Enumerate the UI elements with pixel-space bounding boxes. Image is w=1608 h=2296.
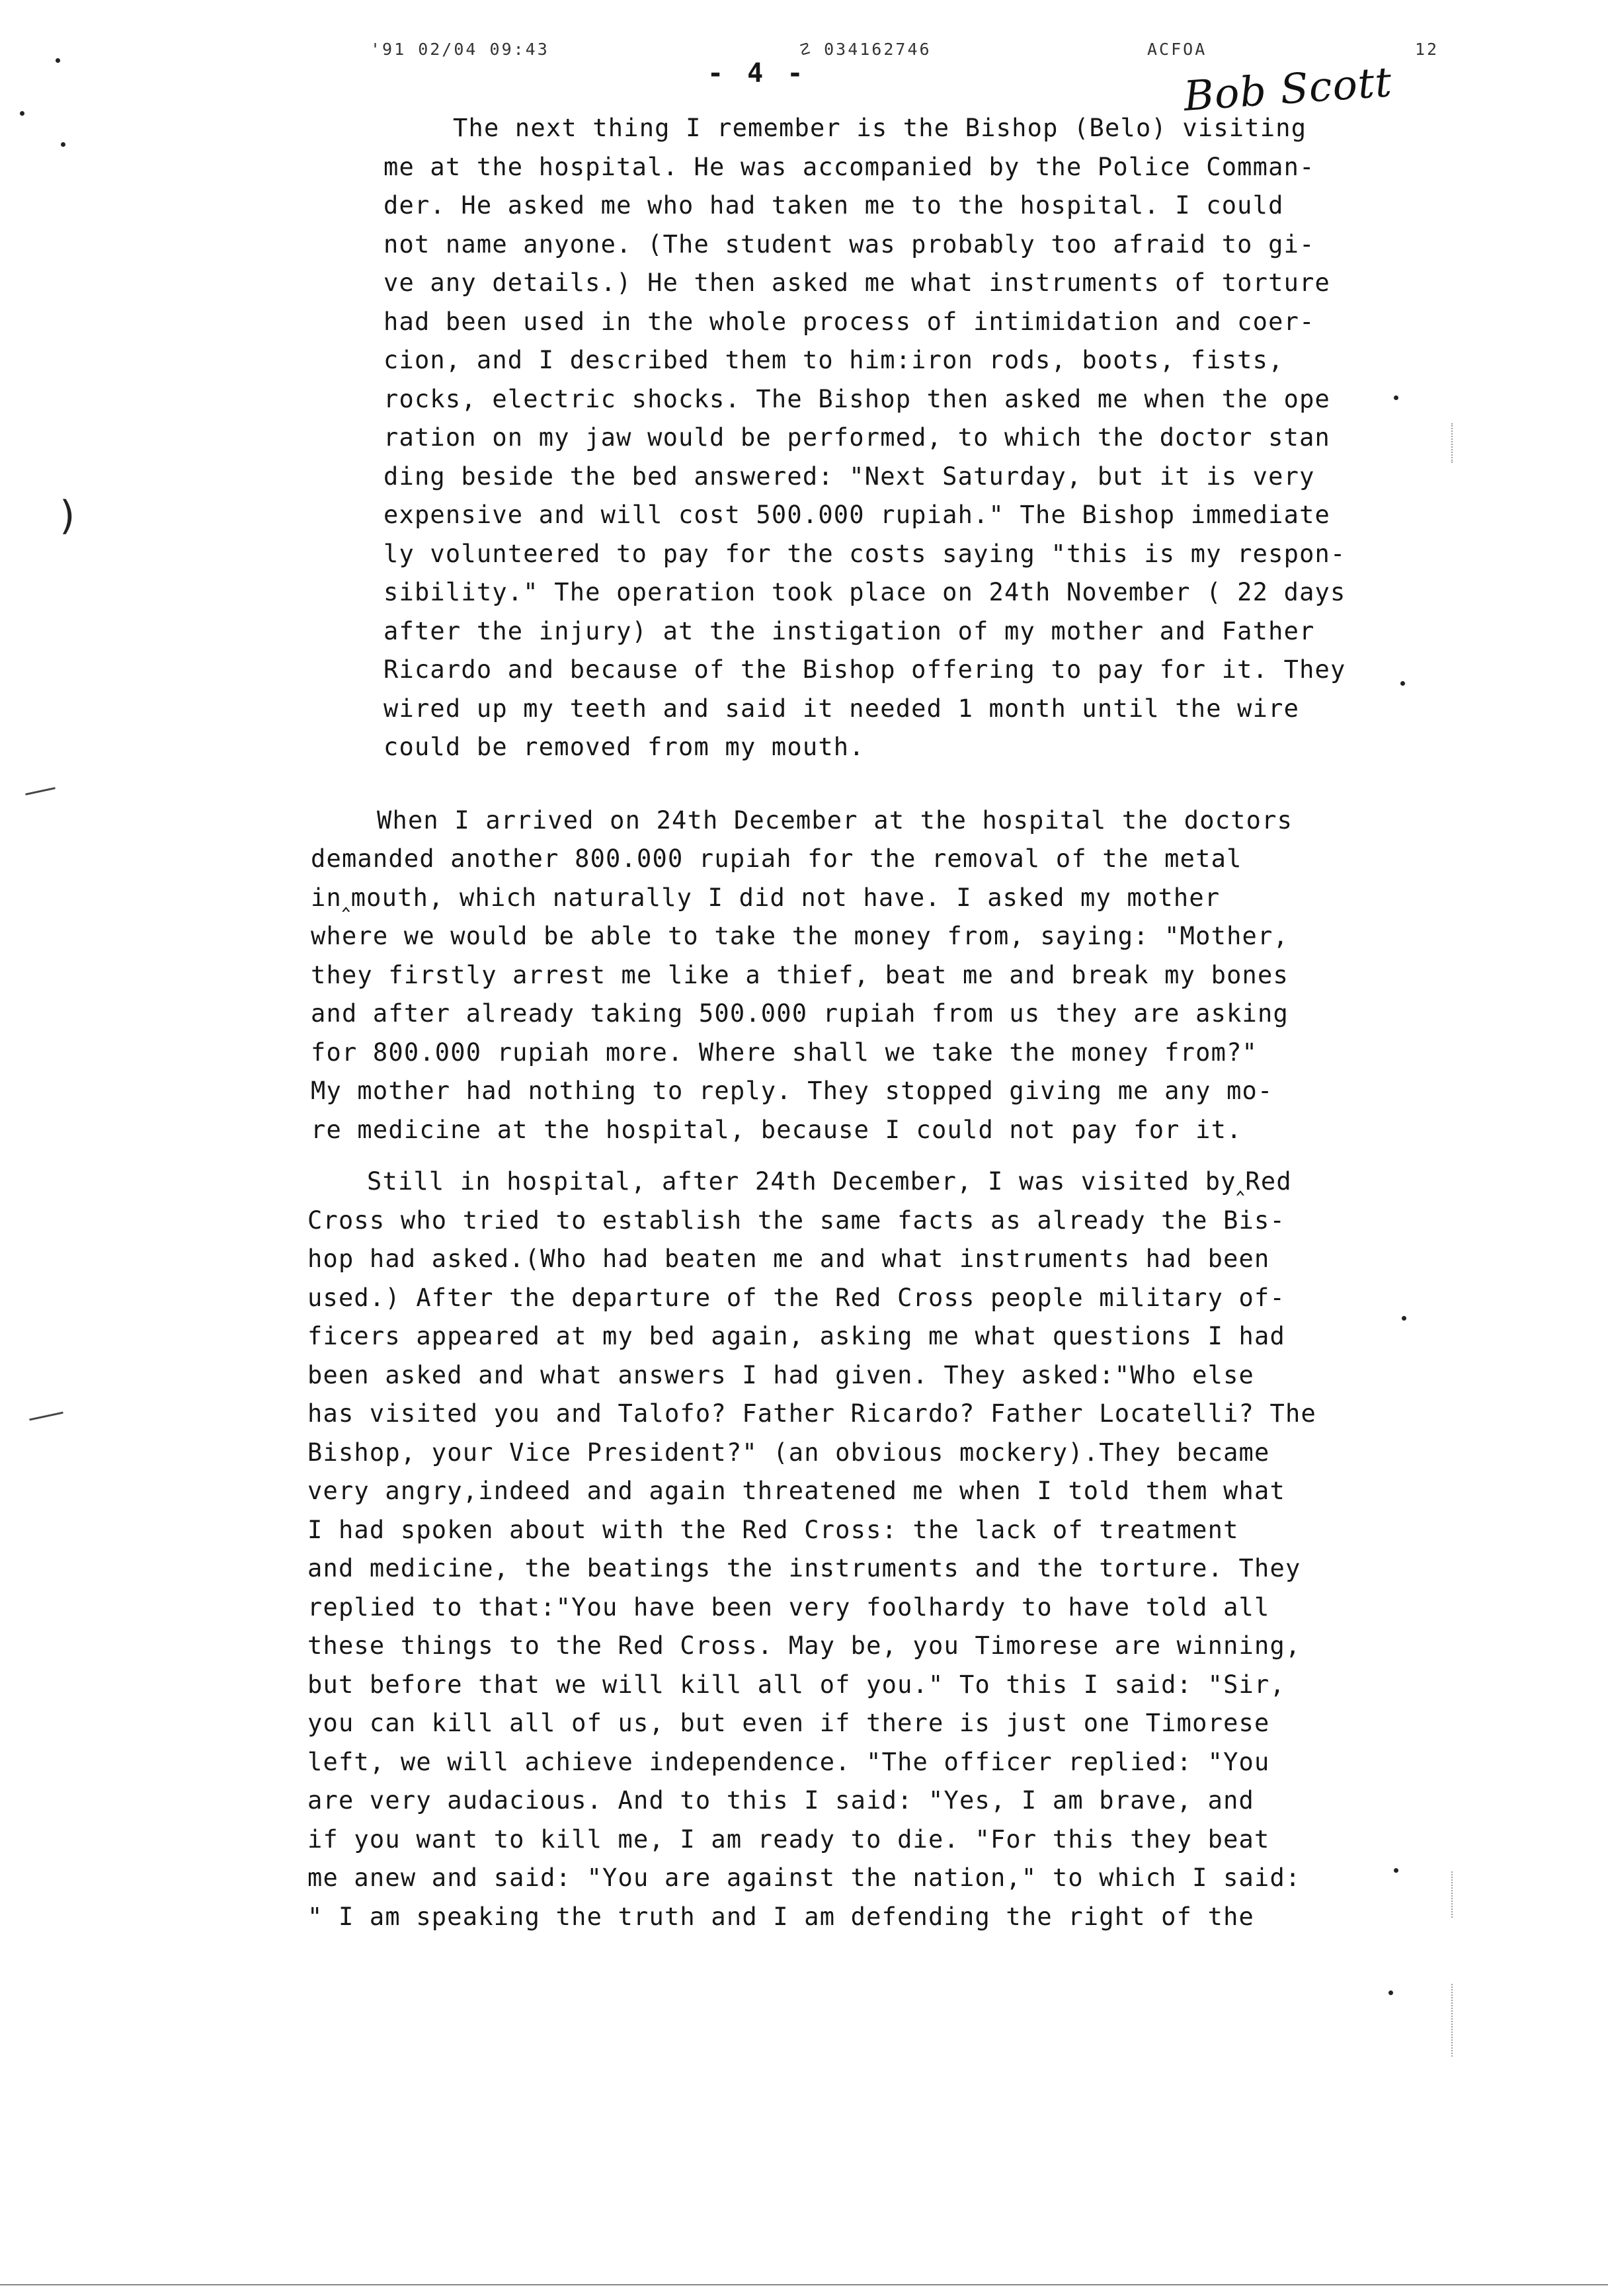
text-line: I had spoken about with the Red Cross: the lack of treatment: [307, 1515, 1239, 1544]
text-line: My mother had nothing to reply. They stopped giving me any mo-: [311, 1077, 1273, 1105]
fax-datetime: '91 02/04 09:43: [370, 40, 549, 59]
text-line: could be removed from my mouth.: [383, 733, 865, 761]
text-line: ly volunteered to pay for the costs saying "this is my respon-: [383, 539, 1346, 568]
scan-dotted-line: [1451, 1984, 1454, 2057]
text-line: Ricardo and because of the Bishop offering to pay for it. They: [383, 655, 1346, 684]
text-line: me anew and said: "You are against the nation," to which I said:: [307, 1864, 1301, 1892]
text-line: in‸mouth, which naturally I did not have. I asked my mother: [311, 883, 1221, 912]
fax-sender: ACFOA: [1147, 40, 1207, 59]
text-line: ficers appeared at my bed again, asking me what questions I had: [307, 1322, 1285, 1350]
page-number: - 4 -: [707, 58, 807, 89]
text-line: for 800.000 rupiah more. Where shall we take the money from?": [311, 1038, 1258, 1067]
text-line: expensive and will cost 500.000 rupiah." The Bishop immediate: [383, 501, 1331, 529]
text-line: wired up my teeth and said it needed 1 month until the wire: [383, 694, 1300, 723]
fax-number: ☡ 034162746: [800, 40, 932, 59]
text-line: ration on my jaw would be performed, to which the doctor stan: [383, 423, 1331, 452]
text-line: sibility." The operation took place on 24th November ( 22 days: [383, 578, 1346, 606]
margin-bracket-mark: ): [60, 493, 75, 539]
scan-speck: [1394, 395, 1398, 400]
text-line: " I am speaking the truth and I am defending the right of the: [307, 1902, 1255, 1931]
text-line: demanded another 800.000 rupiah for the removal of the metal: [311, 844, 1242, 873]
text-line: these things to the Red Cross. May be, you Timorese are winning,: [307, 1631, 1301, 1660]
scan-speck: [20, 111, 24, 116]
paragraph-december-hospital: [311, 801, 1382, 1150]
text-line: had been used in the whole process of intimidation and coer-: [383, 307, 1315, 336]
text-line: me at the hospital. He was accompanied by the Police Comman-: [383, 152, 1315, 181]
text-line: been asked and what answers I had given. They asked:"Who else: [307, 1360, 1255, 1389]
scan-speck: [1400, 681, 1405, 686]
paragraph-hospital-bishop: [383, 109, 1382, 767]
paragraph-red-cross: [307, 1163, 1382, 1936]
text-line: and after already taking 500.000 rupiah from us they are asking: [311, 999, 1289, 1028]
fax-header: [370, 40, 1468, 66]
scan-speck: [61, 142, 65, 147]
handwritten-signature: Bob Scott: [1182, 58, 1394, 120]
text-line: very angry,indeed and again threatened me when I told them what: [307, 1477, 1285, 1505]
text-line: Cross who tried to establish the same facts as already the Bis-: [307, 1206, 1285, 1235]
text-line: where we would be able to take the money from, saying: "Mother,: [311, 922, 1289, 950]
text-line: ve any details.) He then asked me what instruments of torture: [383, 268, 1331, 297]
text-line: When I arrived on 24th December at the hospital the doctors: [377, 805, 1293, 835]
text-line: ding beside the bed answered: "Next Saturday, but it is very: [383, 462, 1315, 491]
text-line: and medicine, the beatings the instruments and the torture. They: [307, 1554, 1301, 1582]
text-line: has visited you and Talofo? Father Ricardo? Father Locatelli? The: [307, 1399, 1316, 1428]
scan-speck: [1402, 1316, 1406, 1321]
document-body: [307, 109, 1382, 1936]
text-line: left, we will achieve independence. "The officer replied: "You: [307, 1747, 1270, 1776]
text-line: hop had asked.(Who had beaten me and what instruments had been: [307, 1245, 1270, 1273]
text-line: after the injury) at the instigation of my mother and Father: [383, 616, 1315, 645]
text-line: der. He asked me who had taken me to the hospital. I could: [383, 191, 1284, 220]
scan-bottom-edge: [0, 2284, 1608, 2285]
text-line: cion, and I described them to him:iron rods, boots, fists,: [383, 346, 1284, 374]
text-line: Still in hospital, after 24th December, I was visited by‸Red: [367, 1167, 1292, 1196]
text-line: you can kill all of us, but even if there is just one Timorese: [307, 1709, 1270, 1737]
text-line: The next thing I remember is the Bishop (Belo) visiting: [453, 114, 1307, 142]
text-line: used.) After the departure of the Red Cross people military of-: [307, 1283, 1285, 1312]
text-line: re medicine at the hospital, because I could not pay for it.: [311, 1115, 1242, 1144]
fax-page-count: 12: [1415, 40, 1439, 59]
scan-dash: [29, 1412, 63, 1421]
text-line: Bishop, your Vice President?" (an obvious mockery).They became: [307, 1438, 1270, 1467]
scan-speck: [56, 58, 60, 63]
scan-speck: [1394, 1868, 1398, 1873]
scan-dash: [25, 787, 56, 795]
scan-dotted-line: [1451, 1871, 1454, 1918]
text-line: replied to that:"You have been very foolhardy to have told all: [307, 1592, 1270, 1621]
scan-dotted-line: [1451, 423, 1454, 463]
text-line: they firstly arrest me like a thief, beat me and break my bones: [311, 960, 1289, 989]
text-line: not name anyone. (The student was probably too afraid to gi-: [383, 229, 1315, 259]
text-line: if you want to kill me, I am ready to die. "For this they beat: [307, 1824, 1270, 1854]
text-line: rocks, electric shocks. The Bishop then asked me when the ope: [383, 384, 1331, 413]
text-line: are very audacious. And to this I said: "Yes, I am brave, and: [307, 1786, 1255, 1815]
scan-speck: [1388, 1990, 1393, 1995]
text-line: but before that we will kill all of you." To this I said: "Sir,: [307, 1670, 1285, 1699]
